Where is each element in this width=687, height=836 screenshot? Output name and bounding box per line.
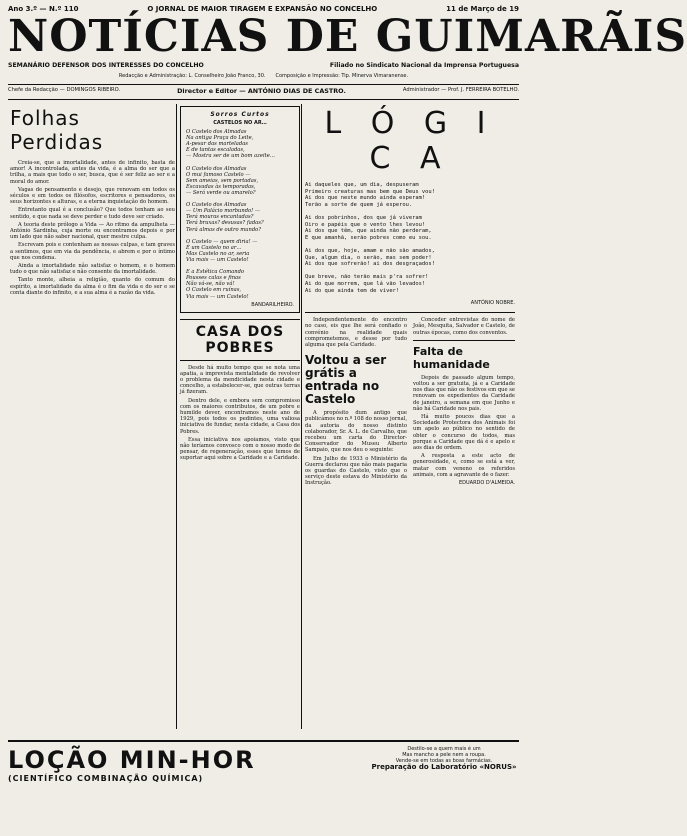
casa-dos-pobres-body [180, 365, 300, 462]
advert-title: LOÇÃO MIN-HOR [8, 746, 256, 774]
left-body [305, 317, 407, 348]
paragraph: Há muito poucos dias que a Sociedade Protectora dos Animais foi um apelo ao público no sentido de obter o concurso de todos, mas porque a Caridade que dá é e apelo e aos dias de ordem. [413, 413, 515, 451]
masthead-subtitle [8, 62, 519, 72]
subtitle-left: SEMANÁRIO DEFENSOR DOS INTERESSES DO CONCELHO [8, 62, 204, 69]
advert-side [369, 746, 519, 770]
falta-body [413, 375, 515, 478]
paragraph: Em Julho de 1933 o Ministério da Guerra declarou que não mais pagaria os guardas do Castelo, visto que o serviço deste estava do Ministério da Instrução. [305, 455, 407, 487]
paragraph: Dentro dele, e embora sem compromisso com os maiores contributos, de um pobre e humilde dever, encontramos neste ano de 1929, pois todos os pedintes, uma valiosa iniciativa de fundar, nesta cidade, a Casa dos Pobres. [180, 397, 300, 435]
footer-advert [8, 740, 519, 800]
paragraph: Conceder entrevistas do nome de João, Mesquita, Salvador e Castelo, de outras épocas, como dos conventos. [413, 317, 515, 336]
masthead-title: NOTÍCIAS DE GUIMARÃIS [8, 11, 687, 62]
paragraph: Depois de passado algum tempo, voltou a ser gratuita, já e a Caridade nos dias que não os festivos em que se renovam os expedientes da Caridade de janeiro, a semana em que Junho e não há Caridade nos pais. [413, 374, 515, 412]
paragraph: Entretanto qual é a conclusão? Que todos tenham ao seu sentido, e que nada se deve perder e tudo deve ser criado. [10, 207, 175, 220]
logica-signature: ANTÓNIO NOBRE. [470, 300, 515, 307]
advert-main [8, 746, 358, 798]
article-body [10, 160, 175, 296]
paragraph: A resposta a este acto de generosidade, e, como se está a ver, matar com veneno os referidos animais, com a agravante de o fazer. [413, 453, 515, 478]
print-line: Composição e Impressão: Tip. Minerva Vimaranense. [275, 73, 409, 79]
divider [8, 84, 519, 85]
article-heading: Folhas Perdidas [10, 106, 104, 154]
column-folhas-perdidas [10, 106, 175, 836]
paragraph: Independentemente do encontro no caso, eis que lhe será confiado o convénio na realidade quais comprometemos, e desse por tudo alguma que pela Caridade. [305, 317, 407, 348]
logica-heading: L Ó G I C A [324, 106, 496, 176]
casa-dos-pobres-title: CASA DOS POBRES [180, 319, 300, 361]
issue-number: Ano 3.º — N.º 110 [8, 5, 79, 13]
divider [8, 99, 519, 100]
logica-poem: Ai daqueles que, um dia, despuseram Primeiro creaturas mas bem que Deus vou! Ai dos que neste mundo ainda esperam! Terão a sorte de quem já esperou. Ai dos pobrinhos, dos que já viveram Oiro e papéis que o vento lhes levou! Ai dos que têm, que ainda não perderam, E que amanhã, serão pobres como eu sou. Ai dos que, hoje, amam e não são amados, Que, algum dia, o serão, mas sem poder! Ai dos que sofrerão! ai dos desgraçados! Que breve, não terão mais p'ra sofrer! Ai do que morrem, que lá vão levados! Ai do que ainda tem de viver! [305, 182, 435, 294]
advert-line: Vende-se em todas as boas farmácias. [395, 758, 493, 764]
director-editor: Director e Editor — ANTÓNIO DIAS DE CASTRO. [177, 87, 346, 95]
admin-line: Redacção e Administração: L. Conselheiro João Franco, 30. [118, 73, 266, 79]
poem-signature: BANDARILHEIRO. [251, 301, 294, 308]
box-kicker: Sorros Curtos [210, 111, 270, 118]
paragraph: Escrevam pois e contenham as nossas culpas, e tam graves a sentimos, que em via da pendência, e abrem e por o íntimo que nos condena. [10, 242, 175, 261]
column-divider [301, 104, 302, 729]
advert-tagline: (CIENTÍFICO COMBINAÇÃO QUÍMICA) [8, 774, 204, 783]
subtitle-right: Filiado no Sindicato Nacional da Imprensa Portuguesa [329, 62, 519, 69]
paragraph: Essa iniciativa nos apoiamos, visto que não teríamos convosco com o nosso modo de pensar, de regeneração, esses que temos de suportar aqui sobre a Caridade e a Caridade. [180, 436, 300, 462]
paragraph: A propósito dum antigo que publicámos no n.º 108 do nosso jornal, da autoria do nosso distinto colaborador, Sr. A. L. de Carvalho, que recebeu um carta do Director-Conservador do Museu Alberto Sampaio, que nos deu o seguinte: [305, 410, 407, 454]
falta-signature: EDUARDO D'ALMEIDA. [458, 479, 515, 486]
administrator: Administrador — Prof. J. FERREIRA BOTELHO. [402, 87, 519, 93]
box-subkicker: CASTELOS NO AR… [213, 120, 267, 126]
poem-text: O Castelo dos Almadas Na antiga Praça do Leite, A-pesar das marteladas E de tantas escaladas, — Mostra ser de um bom azeite… O Castelo dos Almadas O mui famoso Castelo — Sem ameias, sem portadas, Escavadas às temporadas, — Será verde ou amarelo? O Castelo dos Almadas — Um Palácio morbundo! — Terá mouras encantadas? Terá bruxas? desusas? fadas? Terá almas de outro mundo? O Castelo — quem diria! — É um Castelo no ar… Mas Castelo no ar, seria Via mais — um Castelo! E a Estética Comando Pousses calas e finas Não vá-se, não vá! O Castelo em ruínas, Via mais — um Castelo! [186, 129, 275, 300]
divider [305, 312, 515, 313]
falta-heading: Falta de humanidade [413, 340, 515, 371]
two-column-section [305, 317, 515, 488]
right-subcolumn [413, 317, 515, 488]
paragraph: Vagas de pensamento e desejo, que renovam em todos os séculos e em todos os filósofos, escritores e pensadores, os seus horizontes e alturas, e a eterna inquietação do homem. [10, 186, 175, 206]
paragraph: Creia-se, que a imortalidade, antes de infinito, basta de amor! A incontrolada, antes da vida, é a alma do ser que a trilha, a mais que todo o ser, busca, que é ser feliz ao ser e a moral do amor. [10, 160, 175, 185]
masthead-addresses [8, 73, 519, 82]
tagline: O JORNAL DE MAIOR TIRAGEM E EXPANSÃO NO CONCELHO [147, 5, 378, 13]
advert-line: Destilo-se a quem mais é um [407, 746, 481, 752]
advert-line: Mas mancho a pele nem a roupa. [402, 752, 486, 758]
column-middle [180, 106, 300, 836]
advert-lab: Preparação do Laboratório «NORUS» [371, 763, 517, 771]
left-subcolumn [305, 317, 407, 488]
staff-line [8, 87, 519, 97]
paragraph: Tanto monte, alheia a religião, quanto do comum do espírito, a imortalidade da alma é o fim da vida e do ser e se conta diante do infinito, e a sua alma é a razão da vida. [10, 277, 175, 296]
column-logica [305, 106, 515, 836]
column-divider [176, 104, 177, 729]
paragraph: Ainda a imortalidade não satisfaz o homem, e o homem tudo o que não satisfaz e não consente da imortalidade. [10, 263, 175, 276]
paragraph: Desde há muito tempo que se nota uma apatia, a imprevista mentalidade de revolver o problema da mendicidade nesta cidade e concelho, a estabelecer-se, que outras terras já fizeram. [180, 364, 300, 396]
chief-editor: Chefe da Redacção — DOMINGOS RIBEIRO. [8, 87, 121, 93]
right-body [413, 317, 515, 336]
volta-heading: Voltou a ser grátis a entrada no Castelo [305, 353, 387, 407]
paragraph: A teoria deste prólogo a Vida — Ao ritmo da ampulheta — António Sardinha, cuja morte ou encontramos depois e por um lado que não saber nacional, quer mestre culpa. [10, 221, 175, 241]
issue-date: 11 de Março de 19 [446, 5, 519, 13]
volta-body [305, 410, 407, 486]
poem-box [180, 106, 300, 313]
